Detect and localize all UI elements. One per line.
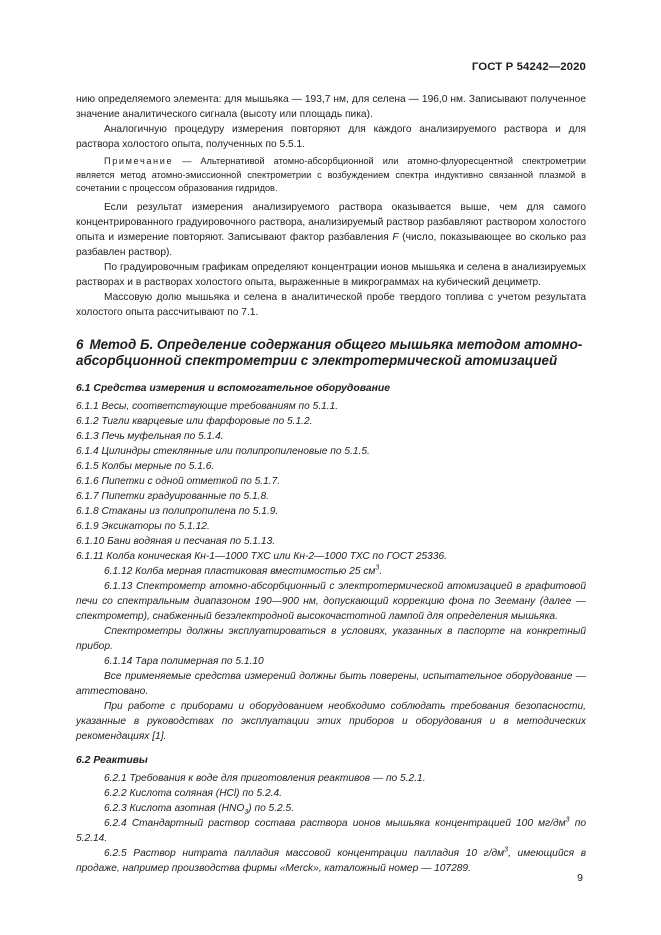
paragraph-text: (число, показывающее во сколько раз разбавлен раствор). <box>76 231 586 258</box>
page-number: 9 <box>577 872 583 884</box>
paragraph: Все применяемые средства измерений должны быть поверены, испытательное оборудование — аттестовано. <box>76 670 586 697</box>
list-item: 6.1.6 Пипетки с одной отметкой по 5.1.7. <box>76 475 281 487</box>
list-item: 6.1.9 Эксикаторы по 5.1.12. <box>76 520 210 532</box>
paragraph: При работе с приборами и оборудованием необходимо соблюдать требования безопасности, указанные в руководствах по эксплуатации этих приборов и оборудования и в методических рекомендациях [1]. <box>76 700 586 742</box>
list-item: 6.1.4 Цилиндры стеклянные или полипропиленовые по 5.1.5. <box>76 445 370 457</box>
list-item: 6.2.1 Требования к воде для приготовления реактивов — по 5.2.1. <box>104 772 426 784</box>
superscript: 3 <box>565 816 570 824</box>
list-item <box>76 816 586 846</box>
list-item <box>76 564 586 579</box>
list-item: 6.1.8 Стаканы из полипропилена по 5.1.9. <box>76 505 279 517</box>
page-content <box>76 92 586 876</box>
list-item: 6.1.5 Колбы мерные по 5.1.6. <box>76 460 215 472</box>
equipment-list <box>76 399 586 564</box>
superscript: 3 <box>375 564 380 572</box>
list-item-text: . <box>379 565 383 577</box>
paragraph-text: Если результат измерения анализируемого раствора оказывается выше, чем для самого концентрированного градуировочного раствора, анализируемый раствор разбавляют раствором холостого опыта и измерение повторяют. Записывают фактор разбавления <box>76 201 586 243</box>
paragraph: Спектрометры должны эксплуатироваться в условиях, указанных в паспорте на конкретный прибор. <box>76 625 586 652</box>
section-number: 6 <box>76 336 84 352</box>
section-title: Метод Б. Определение содержания общего мышьяка методом атомно-абсорбционной спектрометрии с электротермической атомизацией <box>76 336 583 368</box>
list-item-text: 6.2.4 Стандартный раствор состава раствора ионов мышьяка концентрацией 100 мг/дм <box>104 817 566 829</box>
paragraph <box>76 200 586 260</box>
list-item-text: 6.1.12 Колба мерная пластиковая вместимостью 25 см <box>104 565 376 577</box>
list-item-text: ) по 5.2.5. <box>248 802 295 814</box>
list-item: 6.2.2 Кислота соляная (HCl) по 5.2.4. <box>104 787 282 799</box>
subsection-6-1-heading: 6.1 Средства измерения и вспомогательное оборудование <box>76 382 391 394</box>
list-item-text: 6.2.5 Раствор нитрата палладия массовой концентрации палладия 10 г/дм <box>104 847 505 859</box>
paragraph: Аналогичную процедуру измерения повторяют для каждого анализируемого раствора и для раствора холостого опыта, полученных по 5.5.1. <box>76 124 586 150</box>
list-item: 6.1.3 Печь муфельная по 5.1.4. <box>76 430 224 442</box>
paragraph: нию определяемого элемента: для мышьяка — 193,7 нм, для селена — 196,0 нм. Записывают полученное значение аналитического сигнала (высоту или площадь пика). <box>76 94 586 120</box>
list-item: 6.1.1 Весы, соответствующие требованиям по 5.1.1. <box>76 400 339 412</box>
list-item: 6.1.10 Бани водяная и песчаная по 5.1.13. <box>76 535 276 547</box>
list-item-text: по 5.2.14. <box>76 817 586 844</box>
section-6-heading <box>76 337 586 369</box>
list-item: 6.1.2 Тигли кварцевые или фарфоровые по 5.1.2. <box>76 415 313 427</box>
subscript: 3 <box>244 808 249 816</box>
variable-f: F <box>392 231 399 243</box>
paragraph: По градуировочным графикам определяют концентрации ионов мышьяка и селена в анализируемых растворах и в растворах холостого опыта, выраженные в микрограммах на кубический дециметр. <box>76 261 586 288</box>
list-item: 6.1.13 Спектрометр атомно-абсорбционный с электротермической атомизацией в графитовой печи со спектральным диапазоном 190—900 нм, допускающий коррекцию фона по Зееману (далее — спектрометр), снабженный безэлектродной высокочастотной лампой для определения мышьяка. <box>76 580 586 622</box>
list-item-text: , имеющийся в продаже, например производства фирмы «Merck», каталожный номер — 107289. <box>76 847 587 874</box>
paragraph: Массовую долю мышьяка и селена в аналитической пробе твердого топлива с учетом результата холостого опыта рассчитывают по 7.1. <box>76 291 586 318</box>
list-item: 6.1.7 Пипетки градуированные по 5.1.8. <box>76 490 270 502</box>
note-text: — Альтернативой атомно-абсорбционной или атомно-флуоресцентной спектрометрии является метод атомно-эмиссионной спектрометрии с возбуждением спектра индуктивно связанной плазмой в сочетании с процессом образования гидридов. <box>76 156 586 193</box>
list-item <box>76 801 586 816</box>
note-label: Примечание <box>104 156 174 166</box>
note <box>76 155 586 196</box>
subsection-6-2-heading: 6.2 Реактивы <box>76 754 148 766</box>
list-item: 6.1.14 Тара полимерная по 5.1.10 <box>104 655 264 667</box>
standard-header: ГОСТ Р 54242—2020 <box>471 61 586 73</box>
superscript: 3 <box>504 846 509 854</box>
list-item-text: 6.2.3 Кислота азотная (HNO <box>104 802 245 814</box>
list-item <box>76 846 586 876</box>
list-item: 6.1.11 Колба коническая Кн-1—1000 ТХС или Кн-2—1000 ТХС по ГОСТ 25336. <box>76 550 448 562</box>
